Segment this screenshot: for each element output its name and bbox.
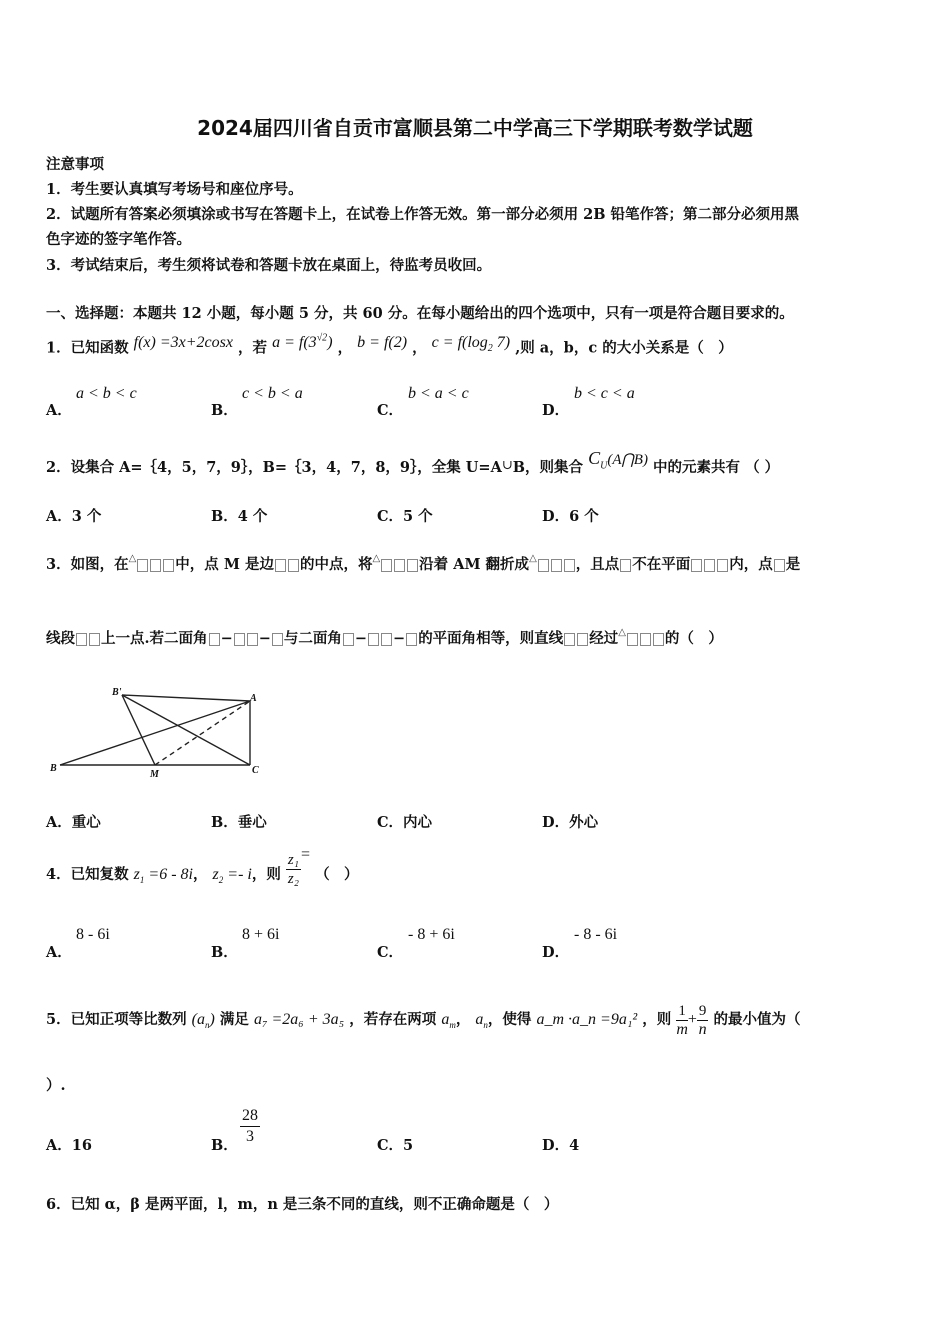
q4-fraction: $\frac{\text{z₁}}{\text{z₂}}$ <box>287 851 299 887</box>
q4-z2: $z_2 =- i$ <box>212 866 252 886</box>
q4-option-a-expr: 8 - 6i <box>76 926 110 943</box>
question-5: 5．已知正项等比数列 $(a_n)$ 满足 a₇ =2a₆ + 3a₅ ，若存在两项 $a_m$， $a_n$，使得 a_m ·a_n =9a₁² ，则 $\frac{1}{m}$ + $\frac{9}{n}$ 的最小值为（ <box>46 1002 801 1038</box>
edge-BpC <box>122 695 250 765</box>
q1-option-a[interactable]: A． <box>46 402 72 419</box>
q1-option-d-expr: b < c < a <box>574 385 635 402</box>
notice-item-1: 1．考生要认真填写考场号和座位序号。 <box>46 181 303 198</box>
q1-text-2: ， <box>337 339 353 357</box>
q5-product: a_m ·a_n =9a₁² <box>536 1011 638 1028</box>
q2-set-expr: $C_U(A⋂B)$ <box>588 448 648 472</box>
label-C: C <box>252 765 259 776</box>
q4-option-b-expr: 8 + 6i <box>242 926 280 943</box>
q5-option-b-fraction: $\frac{28}{3}$ <box>242 1107 258 1145</box>
q4-option-b[interactable]: B． <box>211 944 238 961</box>
label-M: M <box>150 769 159 780</box>
q5-option-b[interactable]: B． <box>211 1137 238 1154</box>
notice-item-2: 2．试题所有答案必须填涂或书写在答题卡上，在试卷上作答无效。第一部分必须用 2B 铅笔作答；第二部分必须用黑 <box>46 206 800 223</box>
label-A: A <box>250 693 257 704</box>
q1-text-4: ,则 a，b，c 的大小关系是（ ） <box>515 339 733 357</box>
q3-option-c[interactable]: C．内心 <box>377 814 433 831</box>
q1-a-def: $a = f(3^{√2})$ <box>272 333 333 352</box>
edge-MA <box>155 701 250 765</box>
q1-option-b[interactable]: B． <box>211 402 238 419</box>
q2-option-a[interactable]: A．3 个 <box>46 508 102 525</box>
q1-option-d[interactable]: D． <box>542 402 570 419</box>
question-2: 2．设集合 A=｛4，5，7，9｝，B=｛3，4，7，8，9｝，全集 U=A∪B，则集合 $C_U(A⋂B)$ 中的元素共有 （ ） <box>46 448 780 476</box>
q1-text-1: ，若 <box>238 339 268 357</box>
q5-option-d[interactable]: D．4 <box>542 1137 580 1154</box>
q1-option-c-expr: b < a < c <box>408 385 469 402</box>
q3-option-a[interactable]: A．重心 <box>46 814 101 831</box>
q1-b-def: b = f(2) <box>357 334 408 352</box>
q4-option-a[interactable]: A． <box>46 944 72 961</box>
q1-c-def: $c = f(\log_2$ 7) <box>431 334 511 355</box>
q5-fraction-2: $\frac{9}{n}$ <box>698 1002 707 1038</box>
q4-option-c[interactable]: C． <box>377 944 404 961</box>
q4-z1: $z_1 =6 - 8i$ <box>133 866 193 886</box>
notice-heading: 注意事项 <box>46 156 104 173</box>
q2-option-d[interactable]: D．6 个 <box>542 508 599 525</box>
q5-line-2: ）. <box>46 1077 66 1094</box>
q2-option-c[interactable]: C．5 个 <box>377 508 433 525</box>
edge-BA <box>60 701 250 765</box>
page-title: 2024届四川省自贡市富顺县第二中学高三下学期联考数学试题 <box>197 116 753 140</box>
q3-option-b[interactable]: B．垂心 <box>211 814 267 831</box>
label-B: B <box>50 763 57 774</box>
q3-figure <box>40 685 280 785</box>
edge-BpA <box>122 695 250 701</box>
q1-option-c[interactable]: C． <box>377 402 404 419</box>
question-1 <box>46 333 733 366</box>
q1-option-b-expr: c < b < a <box>242 385 303 402</box>
notice-item-3: 3．考试结束后，考生须将试卷和答题卡放在桌面上，待监考员收回。 <box>46 257 492 274</box>
q5-option-a[interactable]: A．16 <box>46 1137 92 1154</box>
question-3-line-2: 线段 上一点.若二面角 − − 与二面角 − − 的平面角相等，则直线 经过△ 的（ ） <box>46 627 723 647</box>
question-6: 6．已知 α，β 是两平面，l，m，n 是三条不同的直线，则不正确命题是（ ） <box>46 1196 559 1213</box>
question-4: 4．已知复数 $z_1 =6 - 8i$， $z_2 =- i$，则 $\frac{\text{z₁}}{\text{z₂}}$ = （ ） <box>46 846 359 887</box>
q5-option-c[interactable]: C．5 <box>377 1137 414 1154</box>
q4-option-c-expr: - 8 + 6i <box>408 926 455 943</box>
q1-text-3: ， <box>412 339 427 357</box>
question-3-line-1: 3．如图，在△ 中，点 M 是边 的中点，将△ 沿着 AM 翻折成△ ，且点 不在平面 内，点 是 <box>46 553 801 573</box>
q4-option-d[interactable]: D． <box>542 944 570 961</box>
union-symbol: ∪ <box>501 457 513 472</box>
edge-BpM <box>122 695 155 765</box>
q1-option-a-expr: a < b < c <box>76 385 137 402</box>
q2-option-b[interactable]: B．4 个 <box>211 508 268 525</box>
notice-item-2-cont: 色字迹的签字笔作答。 <box>46 231 191 248</box>
q5-fraction-1: $\frac{1}{m}$ <box>676 1002 688 1038</box>
section-heading: 一、选择题：本题共 12 小题，每小题 5 分，共 60 分。在每小题给出的四个选项中，只有一项是符合题目要求的。 <box>46 305 794 322</box>
q4-option-d-expr: - 8 - 6i <box>574 926 618 943</box>
q5-sequence: $(a_n)$ <box>191 1011 215 1031</box>
q5-condition: a₇ =2a₆ + 3a₅ <box>253 1011 345 1028</box>
q3-option-d[interactable]: D．外心 <box>542 814 599 831</box>
q1-function: f(x) =3x+2cosx <box>133 334 233 352</box>
label-Bp: B' <box>112 687 122 698</box>
q1-prefix: 1．已知函数 <box>46 339 129 357</box>
